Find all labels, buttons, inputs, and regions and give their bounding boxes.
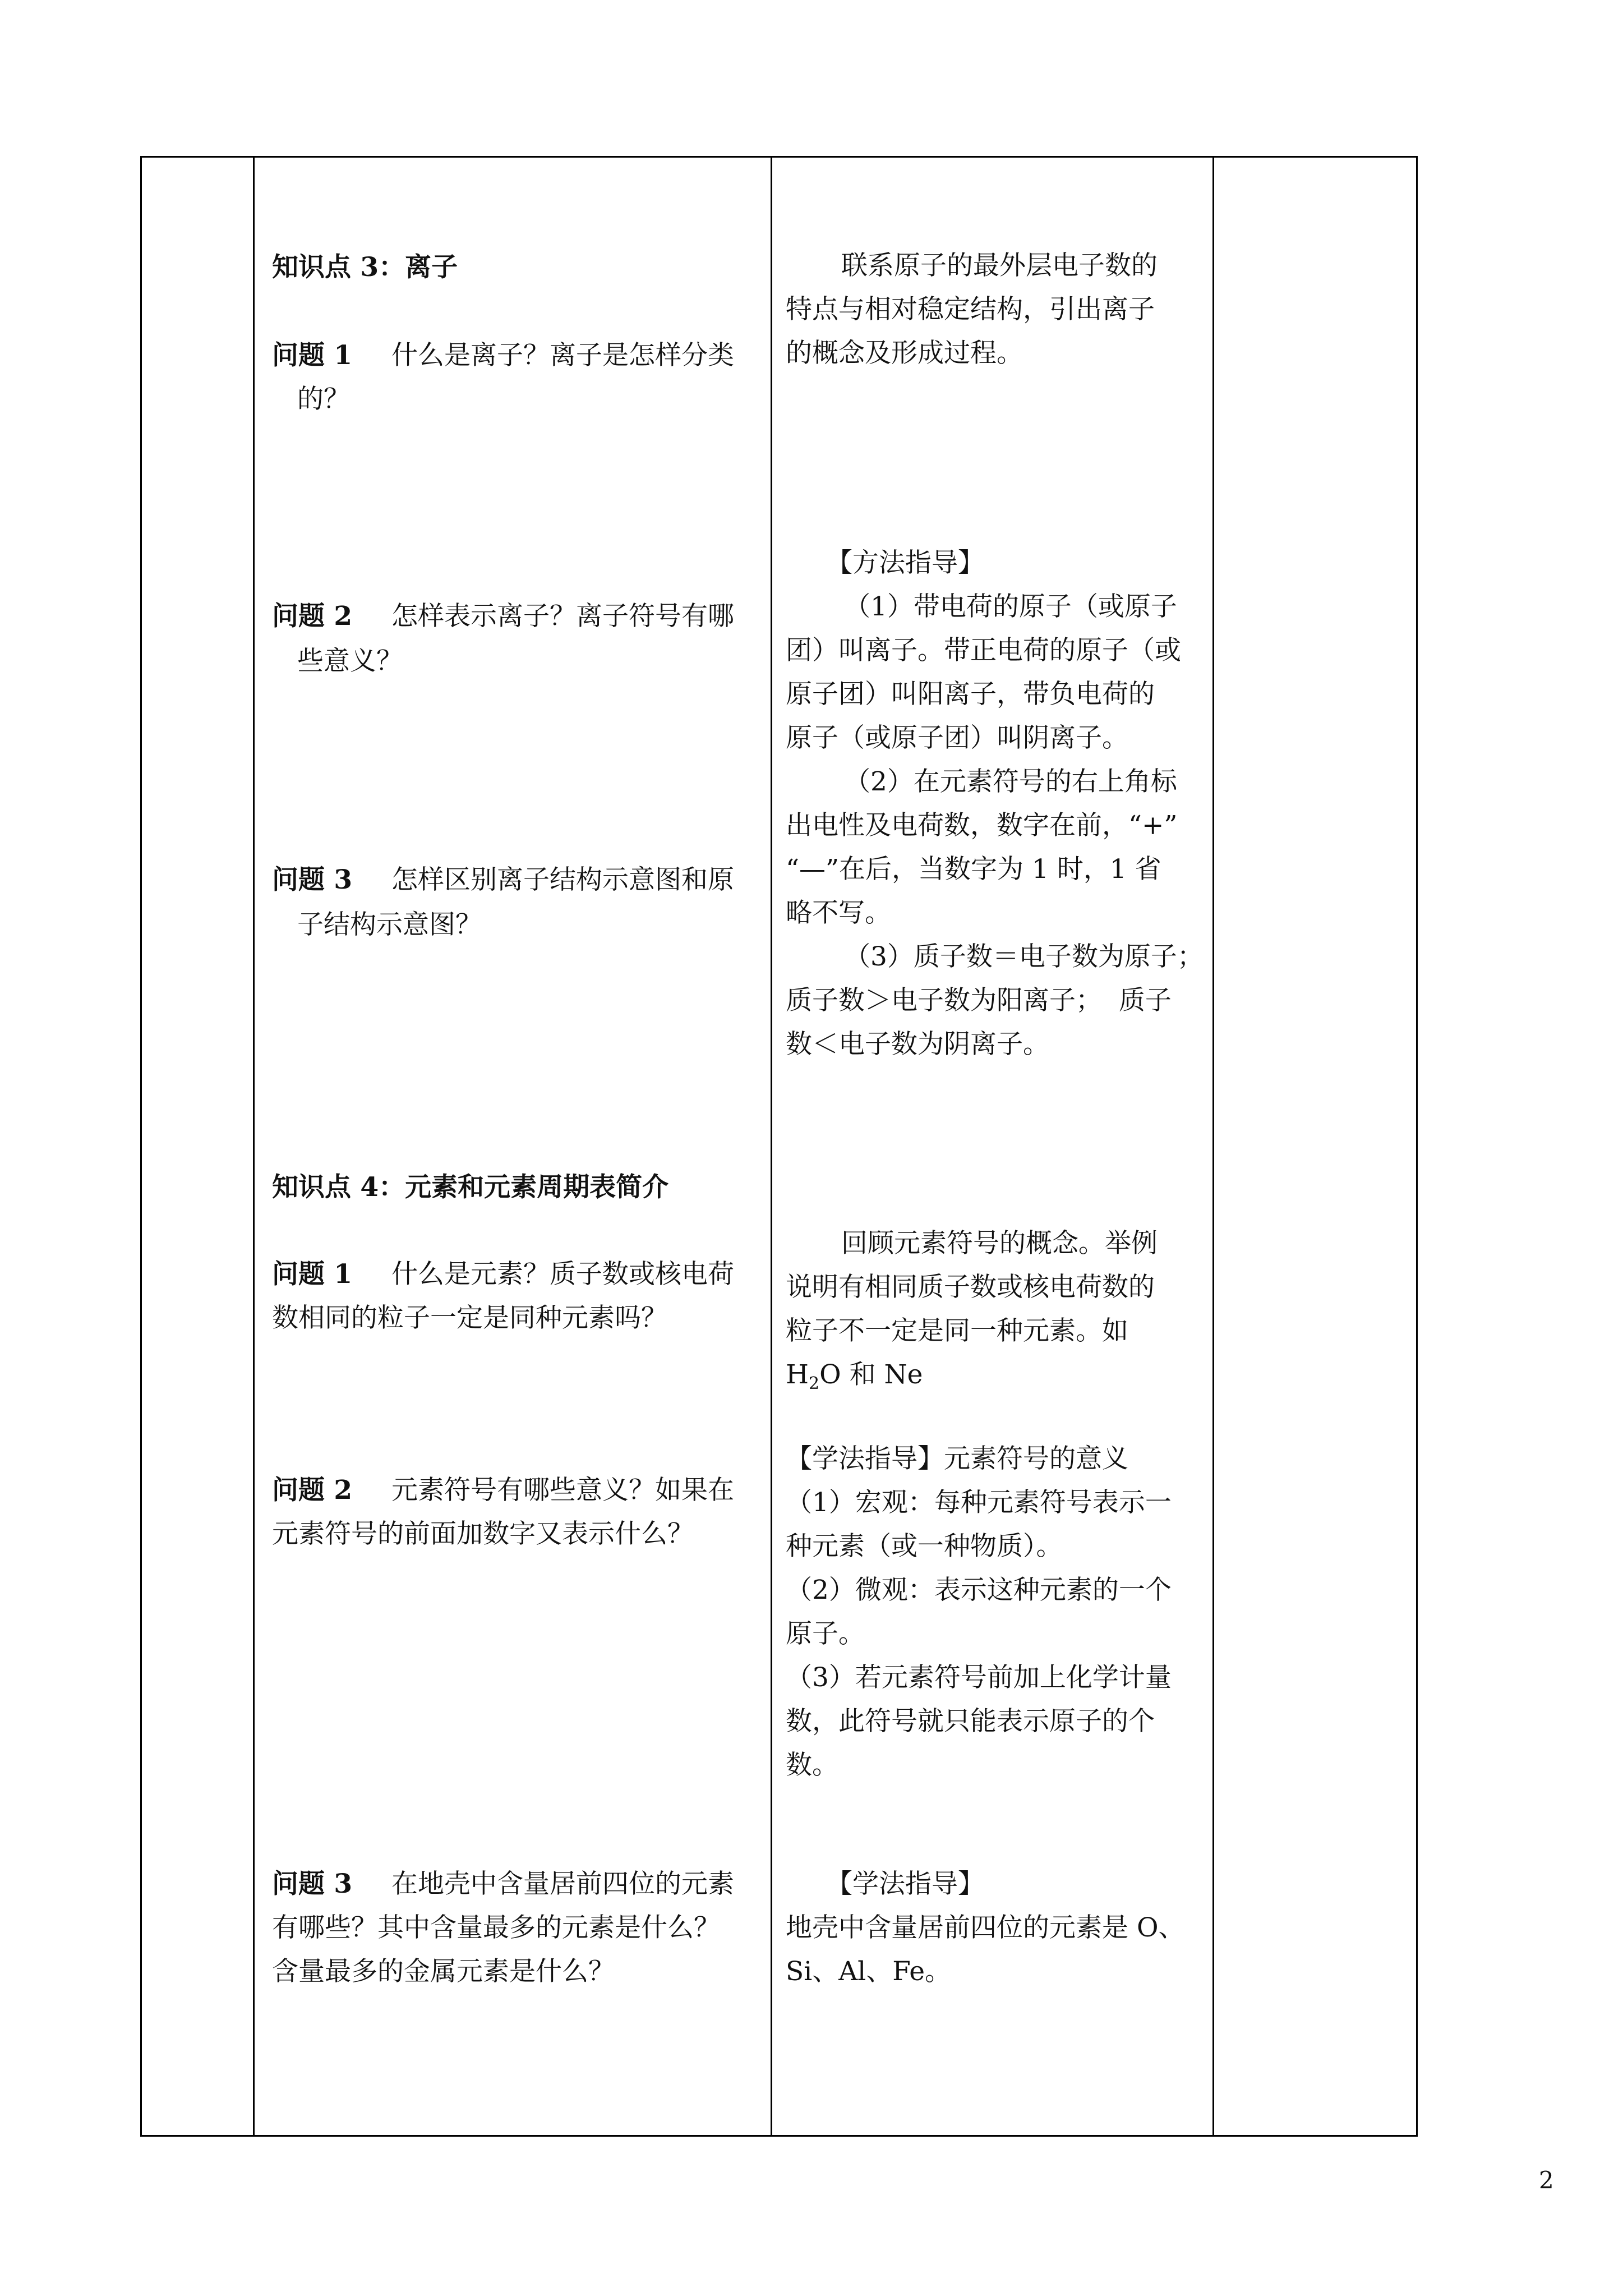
kp3-title: 知识点 3：离子 [272,252,458,283]
example-h: H [786,1359,809,1390]
intro-ion-line: 联系原子的最外层电子数的 [841,250,1158,281]
study-line: （1）宏观：每种元素符号表示一 [786,1487,1172,1518]
study-line: 原子。 [786,1618,865,1649]
kp3-q2-label: 问题 2 [272,601,353,632]
method-line: 团）叫离子。带正电荷的原子（或 [786,635,1181,666]
review-line: 粒子不一定是同一种元素。如 [786,1315,1128,1346]
method-line: 原子（或原子团）叫阴离子。 [786,723,1128,753]
kp3-q3-cont: 子结构示意图？ [297,909,482,940]
kp4-q3-label: 问题 3 [272,1869,353,1899]
example-sub: 2 [809,1374,820,1393]
kp3-q3-text: 怎样区别离子结构示意图和原 [391,864,734,895]
study-line: 数，此符号就只能表示原子的个 [786,1706,1155,1737]
method-guide-title: 【方法指导】 [826,547,984,578]
study-line: 种元素（或一种物质）。 [786,1531,1063,1562]
kp3-q2-cont: 些意义？ [297,646,403,677]
column-divider-3 [1212,156,1214,2137]
review-line: 回顾元素符号的概念。举例 [841,1228,1158,1259]
intro-ion-line: 特点与相对稳定结构，引出离子 [786,294,1155,325]
kp4-q1-label: 问题 1 [272,1259,353,1290]
kp3-q2-text: 怎样表示离子？离子符号有哪 [391,601,734,632]
kp3-q1-label: 问题 1 [272,340,353,371]
review-line: 说明有相同质子数或核电荷数的 [786,1272,1155,1303]
intro-ion-line: 的概念及形成过程。 [786,338,1023,369]
method-line: “—”在后，当数字为 1 时，1 省 [786,854,1161,885]
kp3-q3-label: 问题 3 [272,864,353,895]
kp4-q1-text: 什么是元素？质子数或核电荷 [391,1259,734,1290]
kp4-q1-cont: 数相同的粒子一定是同种元素吗？ [272,1303,667,1333]
method-line: 原子团）叫阳离子，带负电荷的 [786,679,1155,710]
study2-line: 地壳中含量居前四位的元素是 O、 [786,1912,1185,1943]
kp4-q3-cont2: 含量最多的金属元素是什么？ [272,1956,615,1987]
study-guide-title: 【学法指导】元素符号的意义 [786,1443,1128,1474]
page-number: 2 [1539,2166,1554,2194]
study-line: （3）若元素符号前加上化学计量 [786,1662,1172,1693]
study-line: （2）微观：表示这种元素的一个 [786,1575,1172,1605]
study-guide-2-title: 【学法指导】 [826,1869,984,1899]
method-line: 出电性及电荷数，数字在前，“+” [786,810,1178,841]
example-rest: O 和 Ne [819,1359,923,1390]
study-line: 数。 [786,1750,838,1780]
column-divider-2 [771,156,772,2137]
kp3-q1-cont: 的？ [297,384,350,415]
example-formula [786,1353,923,1397]
method-line: （1）带电荷的原子（或原子 [844,591,1177,622]
kp4-q3-cont1: 有哪些？其中含量最多的元素是什么？ [272,1912,720,1943]
method-line: （3）质子数＝电子数为原子； [844,941,1204,972]
kp4-q2-text: 元素符号有哪些意义？如果在 [391,1475,734,1506]
lesson-table [140,156,1418,2137]
kp4-title: 知识点 4：元素和元素周期表简介 [272,1172,669,1203]
method-line: 数＜电子数为阴离子。 [786,1029,1049,1060]
column-divider-1 [253,156,255,2137]
kp4-q3-text: 在地壳中含量居前四位的元素 [391,1869,734,1899]
method-line: 质子数＞电子数为阳离子； 质子 [786,985,1172,1016]
kp3-q1-text: 什么是离子？离子是怎样分类 [391,340,734,371]
study2-line: Si、Al、Fe。 [786,1956,952,1987]
kp4-q2-label: 问题 2 [272,1475,353,1506]
method-line: 略不写。 [786,898,891,928]
kp4-q2-cont: 元素符号的前面加数字又表示什么？ [272,1519,694,1549]
method-line: （2）在元素符号的右上角标 [844,766,1177,797]
